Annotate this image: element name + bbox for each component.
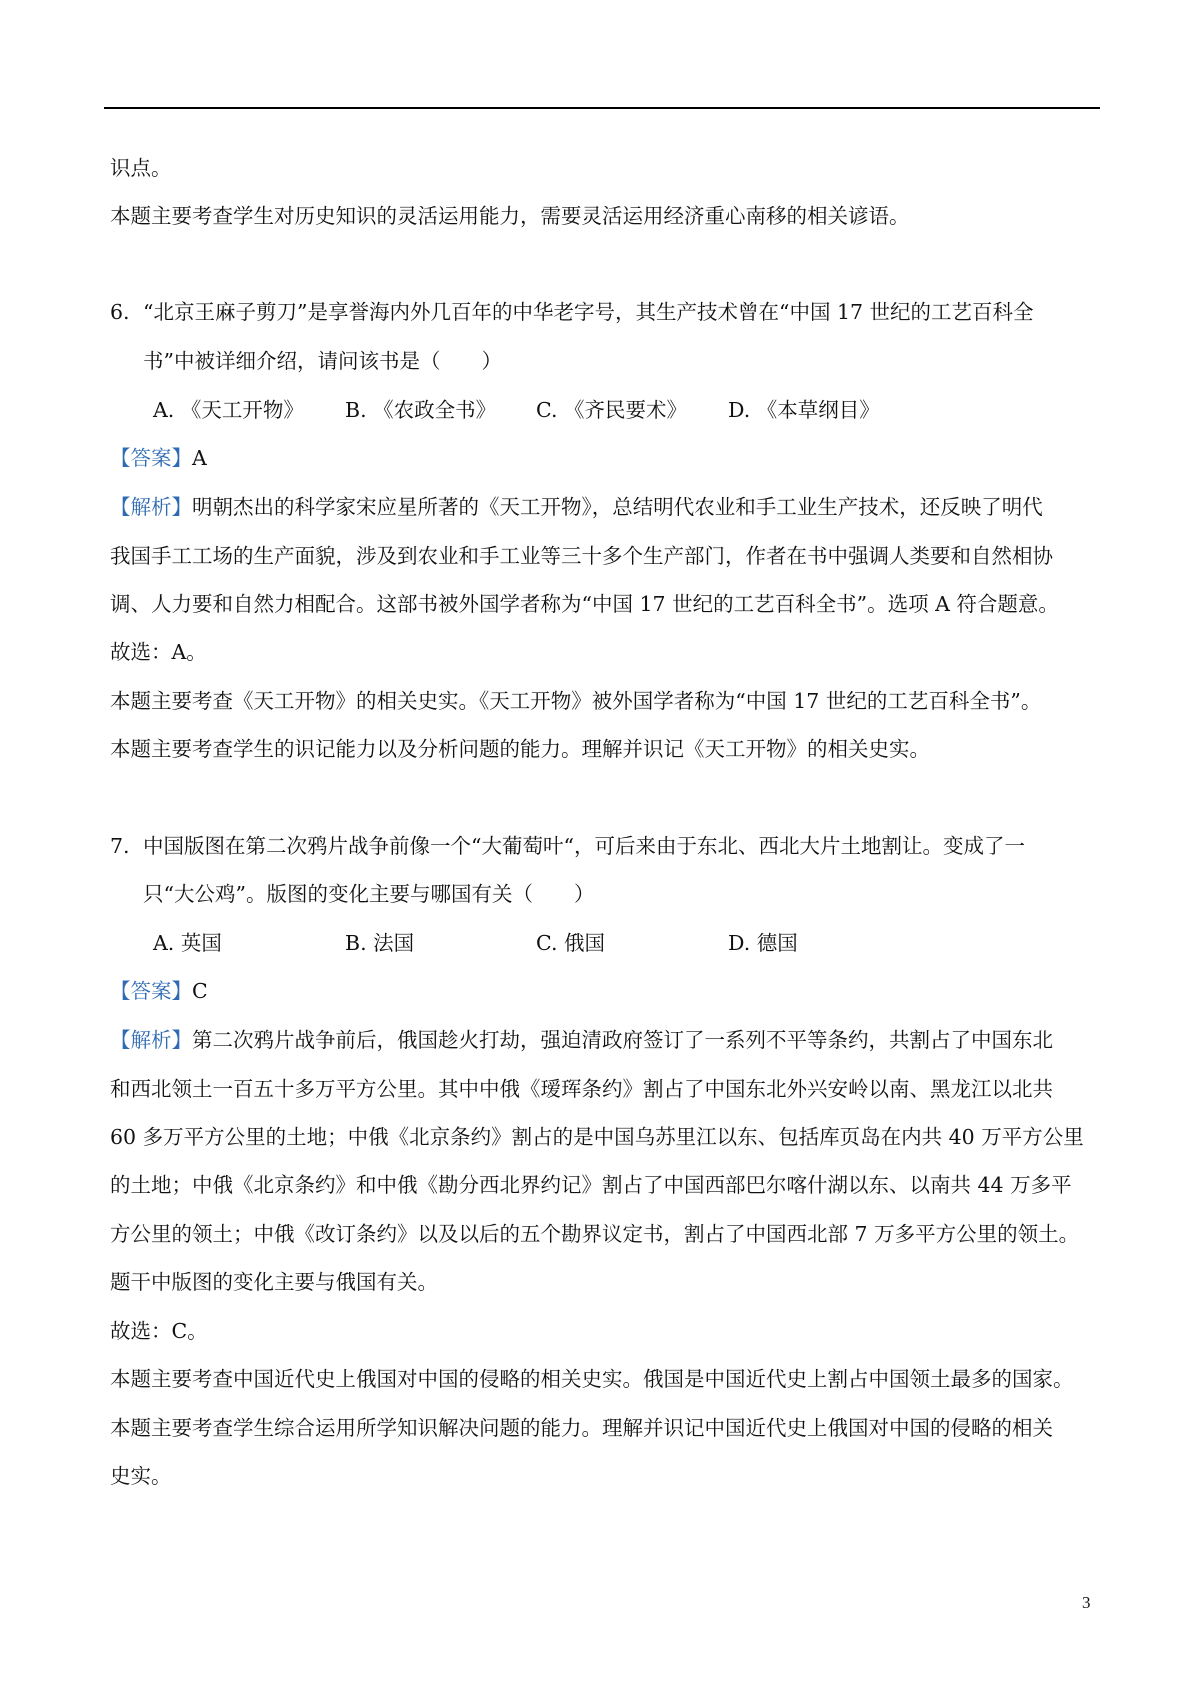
q6-analysis-line3: 调、人力要和自然力相配合。这部书被外国学者称为“中国 17 世纪的工艺百科全书”。选项 A 符合题意。 [110,592,1059,616]
q6-summary1: 本题主要考查《天工开物》的相关史实。《天工开物》被外国学者称为“中国 17 世纪的工艺百科全书”。 [110,689,1042,713]
answer-tag: 【答案】 [110,446,192,470]
q7-stem-line1: 中国版图在第二次鸦片战争前像一个“大葡萄叶“，可后来由于东北、西北大片土地割让。变成了一 [143,834,1025,858]
q7-summary2: 本题主要考查学生综合运用所学知识解决问题的能力。理解并识记中国近代史上俄国对中国的侵略的相关 [110,1416,1053,1440]
q7-summary1: 本题主要考查中国近代史上俄国对中国的侵略的相关史实。俄国是中国近代史上割占中国领土最多的国家。 [110,1367,1074,1391]
answer-tag: 【答案】 [110,979,192,1003]
q7-summary3: 史实。 [110,1464,172,1488]
q7-option-b: B. 法国 [345,931,415,955]
q7-analysis-line2: 和西北领土一百五十多万平方公里。其中中俄《瑷珲条约》割占了中国东北外兴安岭以南、黑龙江以北共 [110,1077,1053,1101]
q6-analysis-line1: 【解析】明朝杰出的科学家宋应星所著的《天工开物》，总结明代农业和手工业生产技术，还反映了明代 [110,495,1043,519]
q6-answer: 【答案】A [110,446,207,470]
analysis-tag: 【解析】 [110,495,192,519]
q7-analysis-line1: 【解析】第二次鸦片战争前后，俄国趁火打劫，强迫清政府签订了一系列不平等条约，共割占了中国东北 [110,1028,1053,1052]
q7-analysis-line5: 方公里的领土；中俄《改订条约》以及以后的五个勘界议定书，割占了中国西北部 7 万多平方公里的领土。 [110,1222,1080,1246]
q7-number: 7. [110,834,130,858]
q6-option-b: B. 《农政全书》 [345,398,497,422]
q7-option-c: C. 俄国 [536,931,606,955]
q7-stem-line2: 只“大公鸡”。版图的变化主要与哪国有关（ ） [143,882,595,906]
page-number: 3 [1082,1593,1091,1612]
q6-number: 6. [110,300,130,324]
q6-option-d: D. 《本草纲目》 [728,398,880,422]
header-rule [104,107,1100,109]
q6-analysis-line2: 我国手工工场的生产面貌，涉及到农业和手工业等三十多个生产部门，作者在书中强调人类要和自然相协 [110,544,1053,568]
q7-choice: 故选：C。 [110,1319,208,1343]
analysis-tag: 【解析】 [110,1028,192,1052]
prev-text-line: 识点。 [110,156,172,180]
prev-summary: 本题主要考查学生对历史知识的灵活运用能力，需要灵活运用经济重心南移的相关谚语。 [110,204,910,228]
q7-analysis-line4: 的土地；中俄《北京条约》和中俄《勘分西北界约记》割占了中国西部巴尔喀什湖以东、以南共 44 万多平 [110,1173,1072,1197]
q6-option-a: A. 《天工开物》 [153,398,304,422]
q6-choice: 故选：A。 [110,640,207,664]
q6-summary2: 本题主要考查学生的识记能力以及分析问题的能力。理解并识记《天工开物》的相关史实。 [110,737,930,761]
q7-analysis-line3: 60 多万平方公里的土地；中俄《北京条约》割占的是中国乌苏里江以东、包括库页岛在内共 40 万平方公里 [110,1125,1084,1149]
q6-stem-line2: 书”中被详细介绍，请问该书是（ ） [143,349,502,373]
q7-option-d: D. 德国 [728,931,798,955]
q7-option-a: A. 英国 [153,931,222,955]
q7-answer: 【答案】C [110,979,208,1003]
q6-stem-line1: “北京王麻子剪刀”是享誉海内外几百年的中华老字号，其生产技术曾在“中国 17 世纪的工艺百科全 [143,300,1034,324]
q6-option-c: C. 《齐民要术》 [536,398,688,422]
q7-analysis-line6: 题干中版图的变化主要与俄国有关。 [110,1270,438,1294]
